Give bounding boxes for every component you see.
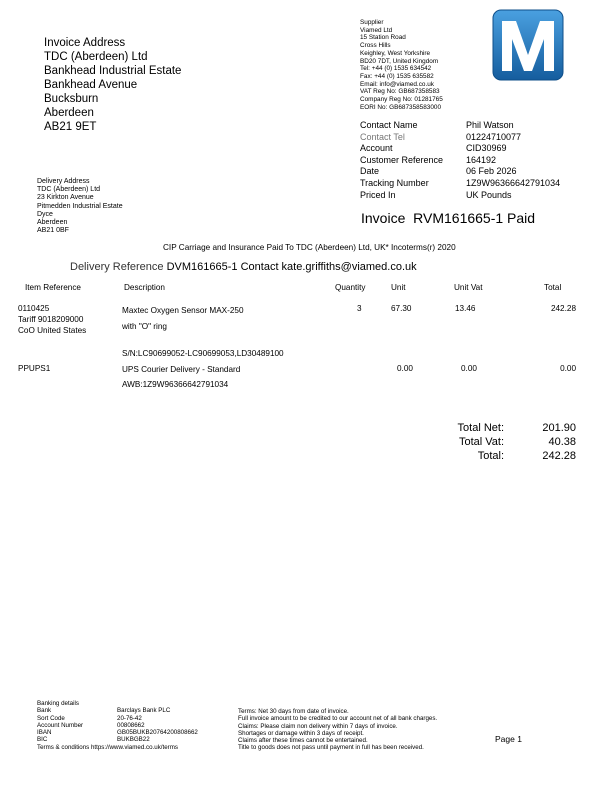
supplier-line: Viamed Ltd xyxy=(360,26,393,34)
row1-description xyxy=(122,303,244,335)
invoice-address-line: TDC (Aberdeen) Ltd xyxy=(44,51,148,63)
bank-value: Barclays Bank PLC xyxy=(117,707,171,715)
bank-key: Account Number xyxy=(37,721,84,729)
contact-value: Phil Watson xyxy=(466,120,514,130)
row1-unit-vat: 13.46 xyxy=(455,304,476,313)
supplier-line: EORI No: GB687358583000 xyxy=(360,103,442,111)
total-vat-label: Total Vat: xyxy=(458,436,504,448)
terms-line: Title to goods does not pass until payment in full has been received. xyxy=(238,744,424,752)
banking-details xyxy=(37,700,198,751)
bank-row xyxy=(37,722,198,729)
delivery-reference-value: DVM161665-1 Contact kate.griffiths@viamed.co.uk xyxy=(166,261,417,273)
total-net-label: Total Net: xyxy=(457,422,504,434)
invoice-address-line: AB21 9ET xyxy=(44,121,97,133)
contact-key: Date xyxy=(360,166,380,177)
row2-unit-vat: 0.00 xyxy=(461,364,477,373)
terms-line: Shortages or damage within 3 days of receipt. xyxy=(238,729,364,737)
delivery-address-line: Delivery Address xyxy=(37,178,90,185)
contact-key: Account xyxy=(360,143,393,154)
delivery-address-line: 23 Kirkton Avenue xyxy=(37,194,94,202)
bank-key: Bank xyxy=(37,707,52,715)
contact-value: CID30969 xyxy=(466,143,507,154)
invoice-address-line: Aberdeen xyxy=(44,107,94,119)
bank-row xyxy=(37,729,198,736)
terms-line: Terms: Net 30 days from date of invoice. xyxy=(238,708,349,715)
contact-row xyxy=(360,166,560,178)
invoice-address-line: Bankhead Industrial Estate xyxy=(44,65,182,77)
item-ref-line: 0110425 xyxy=(18,304,50,313)
item-ref-line: Tariff 9018209000 xyxy=(18,315,84,324)
page-number: Page 1 xyxy=(495,734,522,744)
bank-value: 20-76-42 xyxy=(117,714,142,722)
row2-description xyxy=(122,363,240,392)
bank-row xyxy=(37,700,198,707)
delivery-reference xyxy=(70,261,417,273)
supplier-line: Fax: +44 (0) 1535 635582 xyxy=(360,72,434,80)
contact-value: 01224710077 xyxy=(466,131,522,142)
invoice-address-line: Invoice Address xyxy=(44,37,126,49)
delivery-address-line: Dyce xyxy=(37,210,53,218)
supplier-line: Keighley, West Yorkshire xyxy=(360,49,431,57)
contact-key: Customer Reference xyxy=(360,154,444,165)
contact-key: Priced In xyxy=(360,189,396,200)
bank-key: IBAN xyxy=(37,729,52,737)
item-ref-line: CoO United States xyxy=(18,326,87,335)
row1-serial-numbers: S/N:LC90699052-LC90699053,LD30489100 xyxy=(122,349,284,358)
delivery-address xyxy=(37,178,123,235)
terms-line: Full invoice amount to be credited to our account net of all bank charges. xyxy=(238,715,438,723)
bank-row xyxy=(37,707,198,714)
row2-total: 0.00 xyxy=(560,364,576,373)
bank-value: GB05BUKB20764200808662 xyxy=(117,729,198,737)
supplier-line: Tel: +44 (0) 1535 634542 xyxy=(360,65,432,73)
contact-row xyxy=(360,132,560,144)
total-value: 242.28 xyxy=(542,450,576,462)
delivery-address-line: AB21 0BF xyxy=(37,227,69,235)
bank-key: Sort Code xyxy=(37,714,65,722)
contact-value: 06 Feb 2026 xyxy=(466,166,517,177)
description-line: AWB:1Z9W96366642791034 xyxy=(122,379,229,389)
row1-total: 242.28 xyxy=(550,304,576,313)
row1-quantity: 3 xyxy=(357,304,362,313)
bank-row xyxy=(37,715,198,722)
description-line: Maxtec Oxygen Sensor MAX-250 xyxy=(122,306,244,315)
supplier-line: VAT Reg No: GB687358583 xyxy=(360,88,440,96)
contact-value: 1Z9W96366642791034 xyxy=(466,177,561,188)
contact-row xyxy=(360,178,560,190)
terms-conditions-link[interactable]: Terms & conditions https://www.viamed.co.uk/terms xyxy=(37,743,178,751)
bank-key: Banking details xyxy=(37,700,79,707)
row1-unit: 67.30 xyxy=(391,304,412,313)
header-total: Total xyxy=(544,283,562,292)
contact-row xyxy=(360,143,560,155)
total-vat-value: 40.38 xyxy=(548,436,576,448)
payment-terms xyxy=(238,708,437,752)
supplier-line: Company Reg No: 01281765 xyxy=(360,96,443,104)
row2-item-reference: PPUPS1 xyxy=(18,364,51,373)
header-description: Description xyxy=(124,283,165,292)
terms-line: Claims: Please claim non delivery within 7 days of invoice. xyxy=(238,722,398,730)
header-unit-vat: Unit Vat xyxy=(454,283,483,292)
bank-value: 00808662 xyxy=(117,721,145,729)
total-label: Total: xyxy=(477,450,504,462)
terms-line: Claims after these times cannot be entertained. xyxy=(238,737,368,745)
bank-key: BIC xyxy=(37,736,48,744)
contact-key: Contact Tel xyxy=(360,131,405,142)
delivery-address-line: Aberdeen xyxy=(37,219,68,227)
contact-key: Contact Name xyxy=(360,120,418,130)
supplier-line: Cross Hills xyxy=(360,42,391,50)
supplier-line: BD20 7DT, United Kingdom xyxy=(360,57,439,65)
incoterms-text: CIP Carriage and Insurance Paid To TDC (Aberdeen) Ltd, UK* Incoterms(r) 2020 xyxy=(163,243,456,252)
header-unit: Unit xyxy=(391,283,406,292)
bank-row xyxy=(37,736,198,743)
contact-key: Tracking Number xyxy=(360,177,429,188)
supplier-line: Email: info@viamed.co.uk xyxy=(360,80,434,88)
contact-details xyxy=(360,120,560,201)
invoice-address-line: Bucksburn xyxy=(44,93,99,105)
description-line: UPS Courier Delivery - Standard xyxy=(122,365,241,374)
contact-row xyxy=(360,190,560,202)
delivery-reference-label: Delivery Reference xyxy=(70,261,164,273)
row1-item-reference xyxy=(18,303,86,336)
delivery-address-line: Pitmedden Industrial Estate xyxy=(37,202,123,210)
description-line: with "O" ring xyxy=(122,322,167,331)
contact-row xyxy=(360,155,560,167)
supplier-line: 15 Station Road xyxy=(360,34,406,42)
contact-value: UK Pounds xyxy=(466,189,512,200)
viamed-logo-icon xyxy=(492,9,564,81)
contact-value: 164192 xyxy=(466,154,497,165)
header-quantity: Quantity xyxy=(335,283,366,292)
supplier-line: Supplier xyxy=(360,19,384,26)
supplier-details xyxy=(360,19,443,111)
delivery-address-line: TDC (Aberdeen) Ltd xyxy=(37,186,101,194)
bank-value: BUKBGB22 xyxy=(117,736,150,744)
contact-row xyxy=(360,120,560,132)
row2-unit: 0.00 xyxy=(397,364,413,373)
header-item-reference: Item Reference xyxy=(25,283,81,292)
invoice-address xyxy=(44,36,181,134)
total-net-value: 201.90 xyxy=(542,422,576,434)
invoice-title: Invoice RVM161665-1 Paid xyxy=(361,210,536,226)
invoice-address-line: Bankhead Avenue xyxy=(44,79,138,91)
